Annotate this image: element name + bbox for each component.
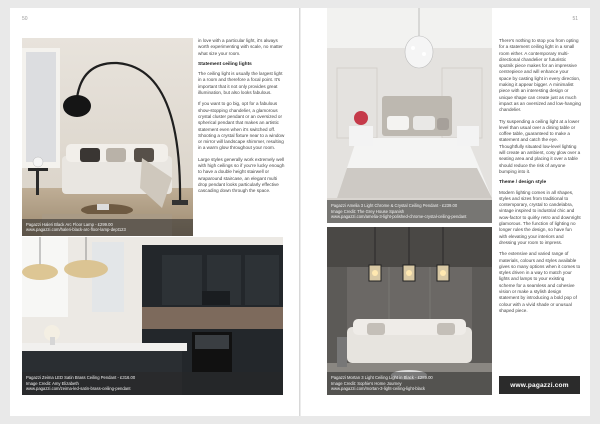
caption-credit: Image Credit: Sophie's Home Journey: [331, 380, 402, 386]
page-number: 50: [22, 16, 28, 22]
living-room-pendant-photo: [327, 227, 492, 395]
article-column: [499, 38, 581, 319]
caption-url: www.pagazzi.com/haleri-black-arc-floor-lamp-dept123: [26, 227, 126, 233]
paragraph: The extensive and varied range of materials, colours and styles available gives so many options when it comes to styles driven in a way to match your lights and lamps to your existing scheme for a seamless and cohesive vision or make a stylish design statement by introducing a bold pop of colour with a vivid shade or unusual shaped piece.: [499, 251, 581, 313]
photo-caption: [327, 372, 492, 395]
paragraph: Try suspending a ceiling light at a lower level than usual over a dining table or coffee table, guaranteed to make a statement and catch the eye. Thoughtfully situated low-level lighting will create an ambient, cosy glow over a seating area and placing it over a table should reduce the risk of anyone bumping into it.: [499, 118, 581, 174]
living-room-image: [22, 38, 193, 236]
caption-url: www.pagazzi.com/amelia-3-light-polished-chrome-crystal-ceiling-pendant: [331, 214, 467, 220]
caption-credit: Image Credit: Amy Elizabeth: [26, 380, 79, 386]
paragraph: in love with a particular light, it's always worth experimenting with scale, no matter what size your room.: [198, 38, 283, 56]
living-room-photo: [22, 38, 193, 236]
caption-product: Pagazzi Amelia 3 Light Chrome & Crystal Ceiling Pendant - £239.00: [331, 203, 458, 209]
paragraph: If you want to go big, opt for a fabulous show-stopping chandelier, a glamorous crystal cluster pendant or an oversized or spherical pendant that makes an artistic statement even when it's switched off. Shooting a crystal fixture near to a window or mirror will landscape shimmer, resulting in a warm glow throughout your room.: [198, 101, 285, 151]
caption-product: Pagazzi Haleri Black Arc Floor Lamp - £299.00: [26, 221, 113, 227]
bedroom-photo: [327, 8, 492, 223]
caption-url: www.pagazzi.com/zeima-led-satin-brass-ceiling-pendant: [26, 386, 131, 392]
kitchen-photo: [22, 237, 283, 395]
paragraph: Modern lighting comes in all shapes, styles and sizes from traditional to contemporary, crystal to candelabra, vintage inspired to industrial chic and wow-factor to quirky retro and downright glamorous. The function of lighting no longer rules the design, so have fun with elevating your interiors and dressing your room to impress.: [499, 189, 581, 245]
article-column: [198, 38, 286, 200]
bedroom-image: [327, 8, 492, 223]
caption-credit: Image Credit: The Grey House Spanish: [331, 208, 405, 214]
right-page: [301, 8, 590, 416]
photo-caption: [22, 372, 283, 395]
photo-caption: [327, 200, 492, 223]
paragraph: The ceiling light is usually the largest light in a room and therefore a focal point. It's important that it not only provides great illumination, but also looks fabulous.: [198, 71, 283, 96]
page-number: 51: [572, 16, 578, 22]
left-page: [10, 8, 299, 416]
paragraph: Large styles generally work extremely well with high ceilings so if you're lucky enough to have a double height stairwell or wraparound staircase, an elegant multi drop pendant looks particularly effective cascading down through the space.: [198, 156, 285, 194]
caption-product: Pagazzi Zeima LED Satin Brass Ceiling Pendant - £316.00: [26, 375, 136, 381]
caption-url: www.pagazzi.com/mortan-3-light-ceiling-light-black: [331, 386, 426, 392]
caption-product: Pagazzi Mortan 3 Light Ceiling Light in Black - £289.00: [331, 375, 433, 381]
pendant-lounge-image: [327, 227, 492, 395]
paragraph: There's nothing to stop you from opting for a statement ceiling light in a small room either. A contemporary multi-directional chandelier or futuristic sputnik piece makes for an impressive centrepiece and will enhance your space by casting light in every direction, making it appear bigger. A minimalist piece with an interesting design or unique shape can create just as much impact as an oversized and low-hanging chandelier.: [499, 38, 581, 113]
section-heading: Theme / design style: [499, 180, 547, 186]
website-badge[interactable]: www.pagazzi.com: [499, 376, 580, 394]
section-heading: Statement ceiling lights: [198, 61, 252, 67]
photo-caption: [22, 219, 193, 236]
